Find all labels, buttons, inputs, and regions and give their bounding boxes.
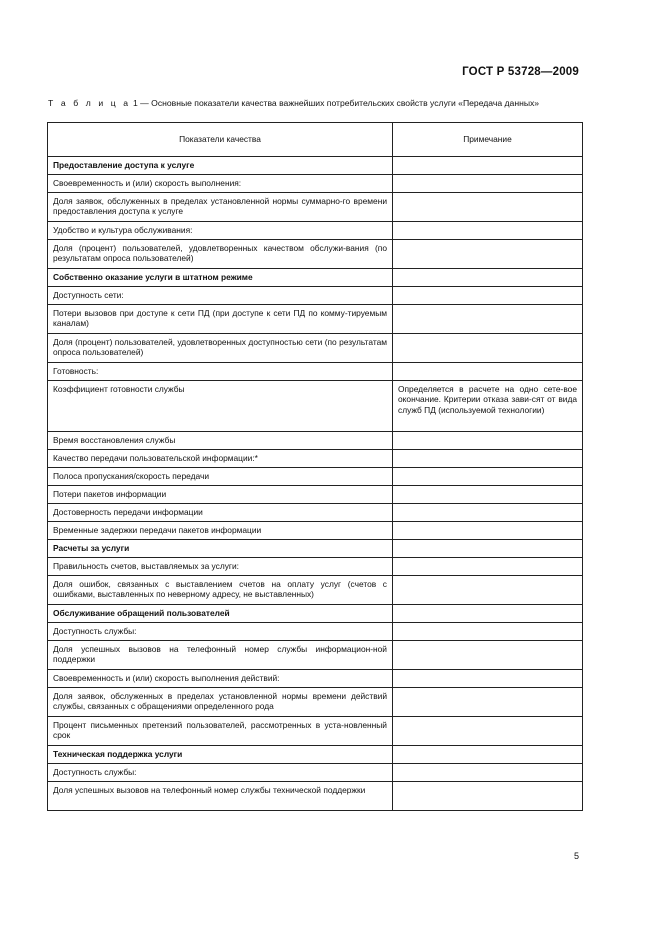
- indicator-cell: Коэффициент готовности службы: [48, 381, 393, 432]
- indicator-cell: Достоверность передачи информации: [48, 504, 393, 522]
- note-cell: [393, 782, 583, 811]
- table-row: [48, 670, 583, 688]
- table-row: [48, 623, 583, 641]
- indicator-cell: Доля успешных вызовов на телефонный номер службы информацион-ной поддержки: [48, 641, 393, 670]
- table-row: [48, 305, 583, 334]
- table-row: [48, 334, 583, 363]
- note-cell: [393, 670, 583, 688]
- table-row: [48, 381, 583, 432]
- note-cell: [393, 717, 583, 746]
- note-cell: [393, 468, 583, 486]
- note-cell: [393, 504, 583, 522]
- indicator-cell: Полоса пропускания/скорость передачи: [48, 468, 393, 486]
- table-row: [48, 240, 583, 269]
- page-number: 5: [574, 851, 580, 861]
- note-cell: [393, 623, 583, 641]
- standard-number: ГОСТ Р 53728—2009: [462, 66, 579, 78]
- note-cell: [393, 432, 583, 450]
- indicator-cell: Доля (процент) пользователей, удовлетворенных доступностью сети (по результатам опроса пользователей): [48, 334, 393, 363]
- note-cell: [393, 240, 583, 269]
- indicator-cell: Доля успешных вызовов на телефонный номер службы технической поддержки: [48, 782, 393, 811]
- note-cell: [393, 287, 583, 305]
- note-cell: [393, 193, 583, 222]
- indicator-cell: Качество передачи пользовательской информации:*: [48, 450, 393, 468]
- table-row: [48, 782, 583, 811]
- note-cell: [393, 222, 583, 240]
- note-cell: [393, 576, 583, 605]
- note-cell: [393, 269, 583, 287]
- indicator-cell: Доступность службы:: [48, 764, 393, 782]
- section-heading: Техническая поддержка услуги: [48, 746, 393, 764]
- indicator-cell: Своевременность и (или) скорость выполнения действий:: [48, 670, 393, 688]
- note-cell: [393, 305, 583, 334]
- note-cell: [393, 558, 583, 576]
- table-row: [48, 363, 583, 381]
- table-caption-text: 1 — Основные показатели качества важнейших потребительских свойств услуги «Передача данных»: [130, 98, 540, 108]
- indicator-cell: Процент письменных претензий пользователей, рассмотренных в уста-новленный срок: [48, 717, 393, 746]
- indicator-cell: Своевременность и (или) скорость выполнения:: [48, 175, 393, 193]
- note-cell: [393, 486, 583, 504]
- table-row: [48, 450, 583, 468]
- indicator-cell: Потери пакетов информации: [48, 486, 393, 504]
- table-row: [48, 717, 583, 746]
- table-row: [48, 222, 583, 240]
- table-row: [48, 764, 583, 782]
- note-cell: [393, 688, 583, 717]
- indicator-cell: Готовность:: [48, 363, 393, 381]
- table-row: [48, 157, 583, 175]
- indicator-cell: Временные задержки передачи пакетов информации: [48, 522, 393, 540]
- table-row: [48, 641, 583, 670]
- indicator-cell: Доля заявок, обслуженных в пределах установленной нормы времени действий службы, связанных с обращениями определенного рода: [48, 688, 393, 717]
- table-row: [48, 269, 583, 287]
- section-heading: Расчеты за услуги: [48, 540, 393, 558]
- note-cell: [393, 450, 583, 468]
- table-row: [48, 486, 583, 504]
- indicator-cell: Доступность сети:: [48, 287, 393, 305]
- note-cell: [393, 641, 583, 670]
- table-row: [48, 558, 583, 576]
- table-header-row: [48, 123, 583, 157]
- indicator-cell: Доля (процент) пользователей, удовлетворенных качеством обслужи-вания (по результатам опроса пользователей): [48, 240, 393, 269]
- section-heading: Собственно оказание услуги в штатном режиме: [48, 269, 393, 287]
- table-row: [48, 287, 583, 305]
- note-cell: [393, 175, 583, 193]
- column-header-note: Примечание: [393, 123, 583, 157]
- note-cell: Определяется в расчете на одно сете-вое окончание. Критерии отказа зави-сят от вида служб ПД (используемой технологии): [393, 381, 583, 432]
- indicator-cell: Время восстановления службы: [48, 432, 393, 450]
- table-row: [48, 605, 583, 623]
- column-header-indicators: Показатели качества: [48, 123, 393, 157]
- table-caption-label: Т а б л и ц а: [48, 98, 131, 108]
- quality-indicators-table: [47, 122, 583, 811]
- table-row: [48, 175, 583, 193]
- section-heading: Предоставление доступа к услуге: [48, 157, 393, 175]
- indicator-cell: Потери вызовов при доступе к сети ПД (при доступе к сети ПД по комму-тируемым каналам): [48, 305, 393, 334]
- table-row: [48, 746, 583, 764]
- table-row: [48, 468, 583, 486]
- note-cell: [393, 764, 583, 782]
- table-row: [48, 193, 583, 222]
- note-cell: [393, 363, 583, 381]
- note-cell: [393, 605, 583, 623]
- table-row: [48, 540, 583, 558]
- table-row: [48, 522, 583, 540]
- table-row: [48, 432, 583, 450]
- note-cell: [393, 522, 583, 540]
- table-row: [48, 504, 583, 522]
- indicator-cell: Правильность счетов, выставляемых за услуги:: [48, 558, 393, 576]
- indicator-cell: Удобство и культура обслуживания:: [48, 222, 393, 240]
- note-cell: [393, 746, 583, 764]
- table-caption: [48, 98, 568, 109]
- indicator-cell: Доступность службы:: [48, 623, 393, 641]
- section-heading: Обслуживание обращений пользователей: [48, 605, 393, 623]
- indicator-cell: Доля ошибок, связанных с выставлением счетов на оплату услуг (счетов с ошибками, выставленных по неверному адресу, не выставленных): [48, 576, 393, 605]
- note-cell: [393, 540, 583, 558]
- note-cell: [393, 334, 583, 363]
- table-row: [48, 688, 583, 717]
- table-row: [48, 576, 583, 605]
- note-cell: [393, 157, 583, 175]
- indicator-cell: Доля заявок, обслуженных в пределах установленной нормы суммарно-го времени предоставления доступа к услуге: [48, 193, 393, 222]
